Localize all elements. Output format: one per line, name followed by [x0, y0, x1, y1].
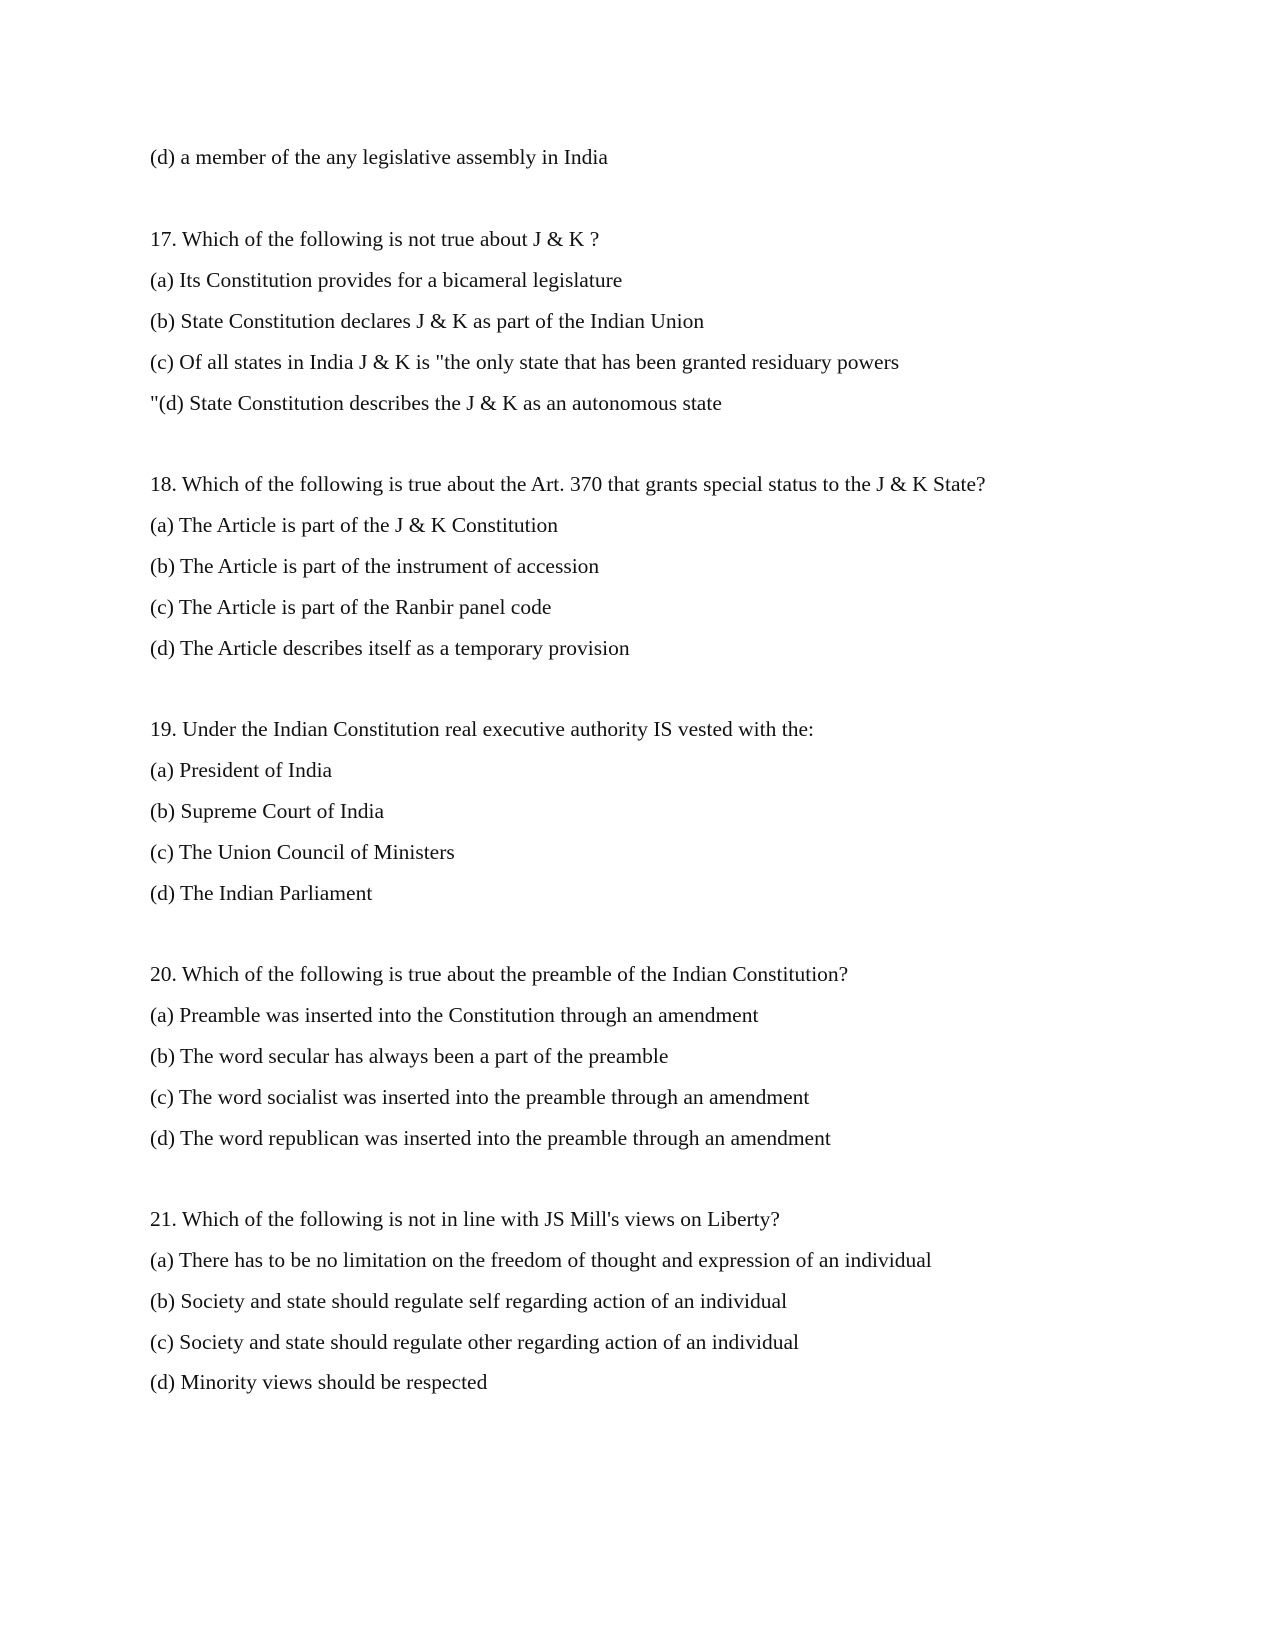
question-19-option-a: (a) President of India — [150, 758, 333, 782]
question-21-option-a: (a) There has to be no limitation on the freedom of thought and expression of an individual — [150, 1248, 932, 1272]
question-19-option-b: (b) Supreme Court of India — [150, 799, 385, 823]
question-18: 18. Which of the following is true about the Art. 370 that grants special status to the J & K State? — [150, 472, 986, 496]
question-19-option-d: (d) The Indian Parliament — [150, 881, 373, 905]
lead-option: (d) a member of the any legislative assembly in India — [150, 145, 608, 169]
question-17-option-b: (b) State Constitution declares J & K as part of the Indian Union — [150, 309, 705, 333]
question-21-option-d: (d) Minority views should be respected — [150, 1370, 488, 1394]
question-20-option-c: (c) The word socialist was inserted into the preamble through an amendment — [150, 1085, 810, 1109]
question-20-option-d: (d) The word republican was inserted into the preamble through an amendment — [150, 1126, 831, 1150]
question-17-option-d: "(d) State Constitution describes the J & K as an autonomous state — [150, 391, 722, 415]
question-17-option-a: (a) Its Constitution provides for a bicameral legislature — [150, 268, 623, 292]
question-20-option-a: (a) Preamble was inserted into the Constitution through an amendment — [150, 1003, 759, 1027]
question-18-option-d: (d) The Article describes itself as a temporary provision — [150, 636, 630, 660]
question-21: 21. Which of the following is not in line with JS Mill's views on Liberty? — [150, 1207, 780, 1231]
question-18-option-c: (c) The Article is part of the Ranbir panel code — [150, 595, 552, 619]
question-20: 20. Which of the following is true about the preamble of the Indian Constitution? — [150, 962, 849, 986]
question-19-option-c: (c) The Union Council of Ministers — [150, 840, 455, 864]
question-17-option-c: (c) Of all states in India J & K is "the only state that has been granted residuary powers — [150, 350, 900, 374]
question-19: 19. Under the Indian Constitution real executive authority IS vested with the: — [150, 717, 814, 741]
question-21-option-b: (b) Society and state should regulate self regarding action of an individual — [150, 1289, 788, 1313]
question-18-option-a: (a) The Article is part of the J & K Constitution — [150, 513, 559, 537]
question-21-option-c: (c) Society and state should regulate other regarding action of an individual — [150, 1330, 799, 1354]
question-18-option-b: (b) The Article is part of the instrument of accession — [150, 554, 600, 578]
question-20-option-b: (b) The word secular has always been a part of the preamble — [150, 1044, 669, 1068]
question-17: 17. Which of the following is not true about J & K ? — [150, 227, 600, 251]
